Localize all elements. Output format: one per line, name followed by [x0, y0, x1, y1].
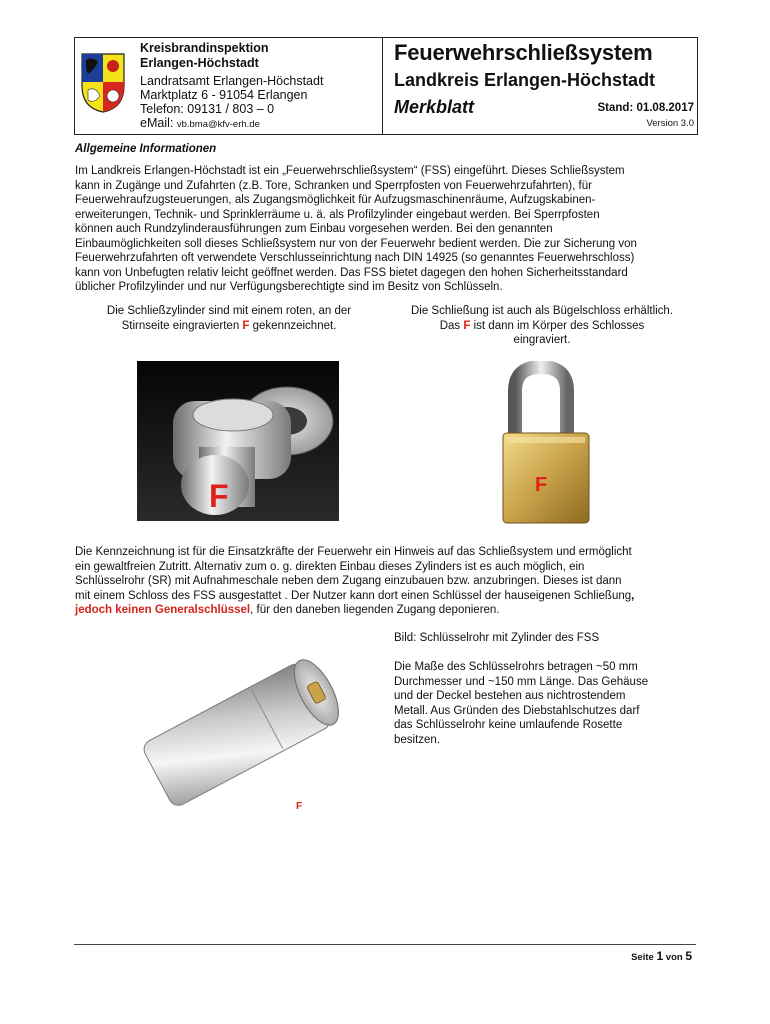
org-name-line2: Erlangen-Höchstadt [140, 56, 259, 70]
para-line: Schlüsselrohr (SR) mit Aufnahmeschale neben dem Zugang einzubauen bzw. anzubringen. Dieses ist dann [75, 575, 622, 587]
para-text: , [631, 589, 635, 602]
phone-number: Telefon: 09131 / 803 – 0 [140, 102, 275, 116]
caption-text: Stirnseite eingravierten [121, 319, 243, 332]
caption-cylinder [75, 304, 383, 333]
highlight-no-master-key: jedoch keinen Generalschlüssel [75, 604, 251, 616]
intro-line: Feuerwehraufzugsteuerungen, als Zugangsmöglichkeit für Aufzugsmaschinenräume, Aufzugskabinen- [75, 194, 596, 206]
address-line1: Landratsamt Erlangen-Höchstadt [140, 74, 324, 88]
key-tube-photo [140, 641, 348, 821]
stand-date: Stand: 01.08.2017 [597, 102, 694, 114]
padlock-f-mark: F [535, 474, 548, 496]
caption-line [75, 319, 383, 334]
address-line2: Marktplatz 6 - 91054 Erlangen [140, 88, 308, 102]
tube-line: und der Deckel bestehen aus nichtrostendem [394, 690, 626, 702]
caption-line: Die Schließung ist auch als Bügelschloss erhältlich. [410, 305, 674, 317]
document-type: Merkblatt [394, 97, 475, 117]
intro-line: üblicher Profilzylinder und nur Verfügungsberechtigte sind im Besitz von Schlüsseln. [75, 281, 503, 293]
caption-text: ist dann im Körper des Schlosses [470, 319, 645, 332]
intro-paragraph [75, 164, 695, 295]
intro-line: erweiterungen, Technik- und Sprinklerräume u. ä. als Profilzylinder eingebaut werden. Bei Sperrpfosten [75, 208, 600, 221]
document-title: Feuerwehrschließsystem [394, 40, 653, 65]
intro-line: Einbaumöglichkeiten soll dieses Schließsystem nur von der Feuerwehr bedient werden. Die zur Sicherung von [75, 237, 637, 250]
tube-line: Metall. Aus Gründen des Diebstahlschutzes darf [394, 704, 640, 717]
section-title: Allgemeine Informationen [75, 143, 217, 155]
intro-line: kann von Unbefugten relativ leicht geöffnet werden. Das FSS bietet dagegen den hohen Sicherheitsstandard [75, 266, 628, 279]
district-crest-logo [80, 52, 126, 114]
page-label: Seite [631, 952, 657, 963]
caption-padlock [388, 304, 696, 348]
tube-line: besitzen. [394, 733, 441, 746]
intro-line: können auch Rundzylinderausführungen zum Einbau vorgesehen werden. Bei den genannten [75, 223, 553, 235]
red-f-mark: F [463, 319, 471, 332]
email-address: vb.bma@kfv-erh.de [176, 119, 260, 130]
caption-line: Die Schließzylinder sind mit einem roten, an der [106, 305, 352, 317]
key-tube-paragraph [394, 660, 694, 747]
para-line: Die Kennzeichnung ist für die Einsatzkräfte der Feuerwehr ein Hinweis auf das Schließsystem und ermöglicht [75, 546, 632, 558]
intro-line: kann in Zugänge und Zufahrten (z.B. Tore, Schranken und Sperrpfosten von Feuerwehrzufahrten), für [75, 179, 592, 192]
tube-line: Die Maße des Schlüsselrohrs betragen ~50 mm [394, 661, 638, 673]
caption-text: Das [439, 319, 464, 332]
para-line [75, 603, 695, 618]
marking-paragraph [75, 545, 695, 618]
org-name-line1: Kreisbrandinspektion [140, 41, 269, 55]
padlock-photo [493, 361, 599, 524]
key-tube-caption: Bild: Schlüsselrohr mit Zylinder des FSS [394, 632, 600, 644]
tube-f-mark: F [296, 801, 303, 812]
para-text: mit einem Schloss des FSS ausgestattet . Der Nutzer kann dort einen Schlüssel der hauseigenen Schließung [75, 589, 632, 602]
tube-line: das Schlüsselrohr keine umlaufende Rosette [394, 719, 623, 731]
tube-line: Durchmesser und ~150 mm Länge. Das Gehäuse [394, 675, 649, 688]
caption-line [388, 319, 696, 334]
caption-text: gekennzeichnet. [249, 319, 337, 332]
intro-line: Im Landkreis Erlangen-Höchstadt ist ein „Feuerwehrschließsystem“ (FSS) eingeführt. Dieses Schließsystem [75, 165, 625, 177]
email-line [140, 116, 260, 132]
version-label: Version 3.0 [646, 118, 694, 129]
caption-line: eingraviert. [513, 334, 571, 346]
red-f-mark: F [242, 319, 250, 332]
footer-rule [74, 944, 696, 945]
para-line [75, 589, 695, 604]
header-divider [382, 37, 383, 135]
cylinder-f-mark: F [209, 478, 229, 514]
para-text: , für den daneben liegenden Zugang deponieren. [250, 604, 500, 616]
para-line: ein gewaltfreien Zutritt. Alternativ zum o. g. direkten Einbau dieses Zylinders ist es auch möglich, ein [75, 560, 585, 573]
page-number [631, 949, 692, 963]
email-label: eMail: [140, 116, 177, 130]
document-subtitle: Landkreis Erlangen-Höchstadt [394, 70, 656, 90]
page-total: 5 [685, 949, 692, 963]
intro-line: Feuerwehrzufahrten oft verwendete Verschlusseinrichtung nach DIN 14925 (so genanntes Feuerwehrschloss) [75, 252, 635, 264]
page-label: von [663, 952, 686, 963]
page-current: 1 [656, 949, 664, 963]
cylinder-photo [137, 361, 339, 521]
